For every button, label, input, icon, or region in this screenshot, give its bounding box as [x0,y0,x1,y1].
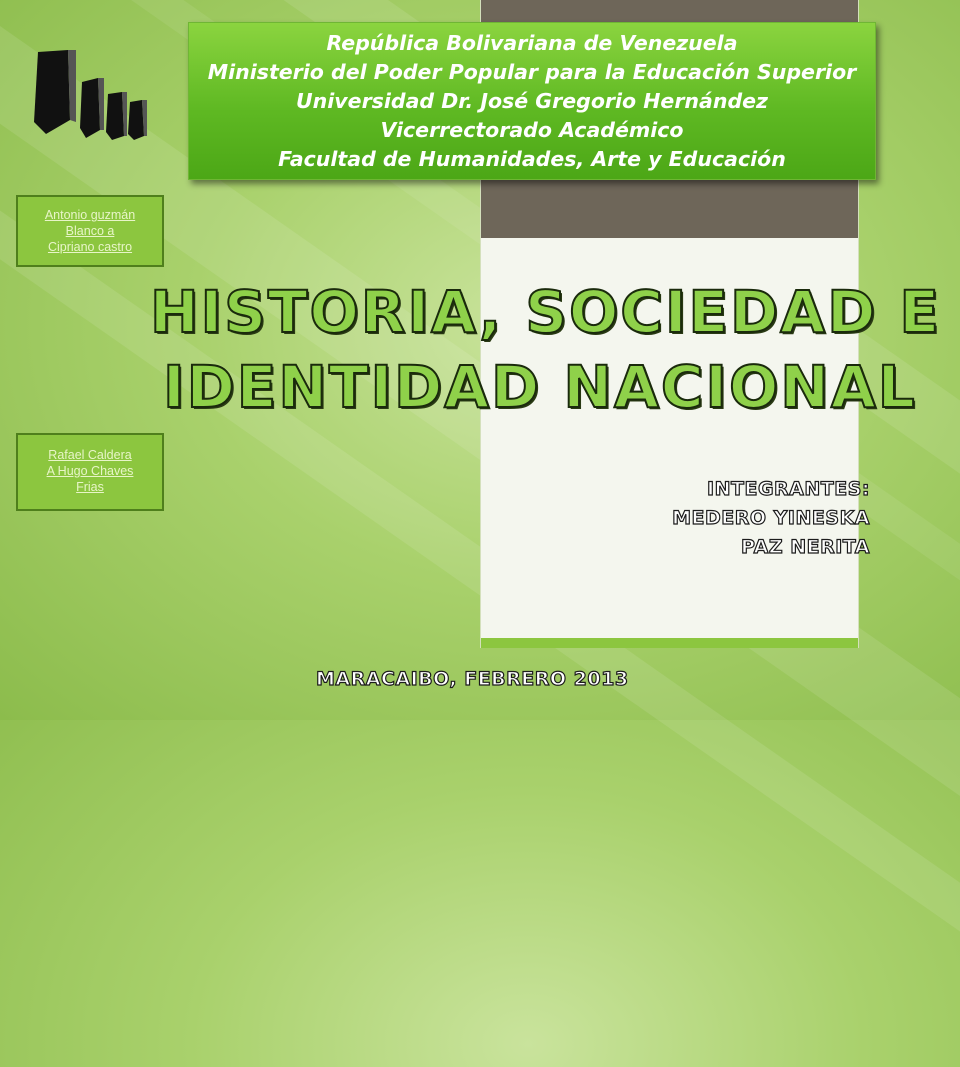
side-link-line[interactable]: Rafael Caldera [48,448,132,462]
members-block [570,475,870,562]
side-link-line[interactable]: Cipriano castro [47,240,133,254]
footer-place-date: MARACAIBO, FEBRERO 2013 [316,668,629,690]
header-line: República Bolivariana de Venezuela [326,30,738,55]
slide-title-line-1: HISTORIA, SOCIEDAD E [150,278,942,346]
center-panel-accent-bar [481,638,858,648]
side-link-line[interactable]: Blanco a [65,224,115,238]
side-link-line[interactable]: Frias [76,480,104,494]
member-name: PAZ NERITA [740,536,870,558]
header-line: Ministerio del Poder Popular para la Educación Superior [207,59,857,84]
header-line: Vicerrectorado Académico [380,117,684,142]
header-line: Facultad de Humanidades, Arte y Educación [278,146,786,171]
university-logo-icon [30,42,152,142]
member-name: MEDERO YINESKA [672,507,870,529]
side-link-line[interactable]: A Hugo Chaves [46,464,134,478]
institution-header [188,22,876,180]
members-heading: INTEGRANTES: [707,478,870,500]
side-link-line[interactable]: Antonio guzmán [44,208,136,222]
header-line: Universidad Dr. José Gregorio Hernández [296,88,768,113]
side-link-box-2[interactable] [16,433,164,511]
slide-title-line-2: IDENTIDAD NACIONAL [163,353,917,421]
side-link-box-1[interactable] [16,195,164,267]
